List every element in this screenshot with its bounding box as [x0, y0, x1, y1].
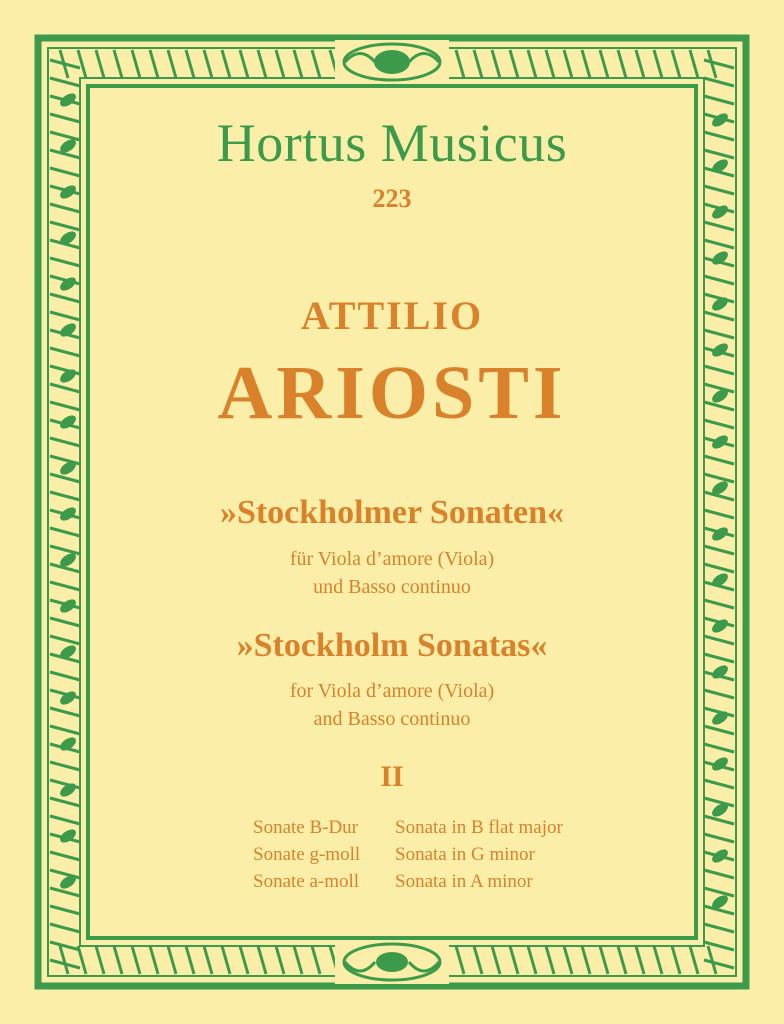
sonata-german: Sonate B-Dur	[253, 817, 359, 838]
sonata-list	[253, 814, 593, 895]
subtitle-english-line1: for Viola d’amore (Viola)	[289, 680, 495, 702]
composer-first-name: ATTILIO	[300, 293, 484, 338]
list-item	[253, 841, 593, 868]
sonata-german: Sonate a-moll	[253, 871, 360, 892]
title-english: »Stockholm Sonatas«	[236, 627, 548, 664]
series-number: 223	[372, 184, 412, 213]
list-item	[253, 868, 593, 895]
sonata-english: Sonata in G minor	[395, 844, 535, 865]
subtitle-german-line2: und Basso continuo	[313, 576, 471, 598]
subtitle-english-line2: and Basso continuo	[313, 708, 471, 730]
volume-number: II	[380, 760, 404, 793]
subtitle-german-line1: für Viola d’amore (Viola)	[289, 548, 495, 570]
composer-last-name: ARIOSTI	[217, 351, 567, 435]
sonata-german: Sonate g-moll	[253, 844, 361, 865]
series-title: Hortus Musicus	[216, 113, 568, 173]
title-german: »Stockholmer Sonaten«	[219, 494, 565, 531]
bottom-ornament-icon	[335, 942, 449, 984]
sonata-english: Sonata in B flat major	[395, 817, 563, 838]
sonata-english: Sonata in A minor	[395, 871, 533, 892]
list-item	[253, 814, 593, 841]
top-ornament-icon	[335, 40, 449, 82]
